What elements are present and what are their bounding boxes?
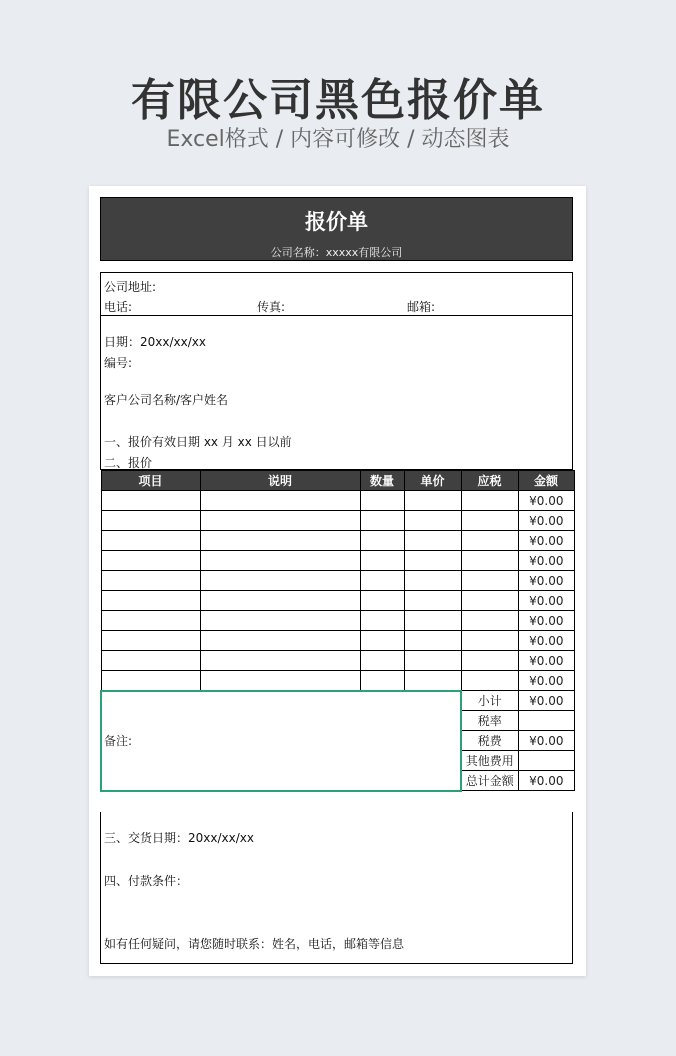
table-row xyxy=(101,511,574,531)
cell[interactable] xyxy=(360,671,404,691)
notes-label: 备注: xyxy=(104,734,133,748)
amount-cell[interactable]: ¥0.00 xyxy=(518,651,574,671)
subtotal-label: 小计 xyxy=(461,691,518,711)
header-taxable: 应税 xyxy=(461,471,518,491)
subtotal-value[interactable]: ¥0.00 xyxy=(518,691,574,711)
contact-note: 如有任何疑问，请您随时联系：姓名，电话，邮箱等信息 xyxy=(104,937,405,951)
cell[interactable] xyxy=(101,551,200,571)
tax-label: 税费 xyxy=(461,731,518,751)
table-row xyxy=(101,551,574,571)
cell[interactable] xyxy=(360,511,404,531)
cell[interactable] xyxy=(404,531,461,551)
address-label: 公司地址: xyxy=(104,280,157,294)
other-fees-value[interactable] xyxy=(518,751,574,771)
quote-sheet xyxy=(89,186,586,976)
total-value[interactable]: ¥0.00 xyxy=(518,771,574,791)
cell[interactable] xyxy=(200,651,360,671)
cell[interactable] xyxy=(461,511,518,531)
cell[interactable] xyxy=(360,631,404,651)
cell[interactable] xyxy=(461,611,518,631)
cell[interactable] xyxy=(404,491,461,511)
quote-section-label: 二、报价 xyxy=(104,456,153,470)
cell[interactable] xyxy=(200,511,360,531)
email-label: 邮箱: xyxy=(407,300,436,314)
total-label: 总计金额 xyxy=(461,771,518,791)
banner-title: 有限公司黑色报价单 xyxy=(131,75,545,126)
cell[interactable] xyxy=(404,551,461,571)
customer-name: 客户公司名称/客户姓名 xyxy=(104,393,229,407)
table-row xyxy=(101,671,574,691)
table-row xyxy=(101,491,574,511)
cell[interactable] xyxy=(360,551,404,571)
amount-cell[interactable]: ¥0.00 xyxy=(518,631,574,651)
cell[interactable] xyxy=(404,511,461,531)
validity-text: 一、报价有效日期 xx 月 xx 日以前 xyxy=(104,435,292,449)
cell[interactable] xyxy=(360,531,404,551)
cell[interactable] xyxy=(461,631,518,651)
tax-value[interactable]: ¥0.00 xyxy=(518,731,574,751)
cell[interactable] xyxy=(200,631,360,651)
info-section xyxy=(100,272,573,470)
table-row xyxy=(101,591,574,611)
cell[interactable] xyxy=(404,591,461,611)
table-row xyxy=(101,631,574,651)
amount-cell[interactable]: ¥0.00 xyxy=(518,671,574,691)
cell[interactable] xyxy=(101,671,200,691)
cell[interactable] xyxy=(200,591,360,611)
cell[interactable] xyxy=(360,591,404,611)
header-description: 说明 xyxy=(200,471,360,491)
date-text: 日期：20xx/xx/xx xyxy=(104,335,206,349)
divider xyxy=(101,315,572,316)
table-row xyxy=(101,611,574,631)
phone-label: 电话: xyxy=(104,300,133,314)
cell[interactable] xyxy=(404,631,461,651)
cell[interactable] xyxy=(200,551,360,571)
terms-section xyxy=(100,812,573,964)
other-fees-label: 其他费用 xyxy=(461,751,518,771)
company-name: 公司名称：xxxxx有限公司 xyxy=(270,246,403,259)
cell[interactable] xyxy=(101,491,200,511)
table-row xyxy=(101,531,574,551)
cell[interactable] xyxy=(101,631,200,651)
cell[interactable] xyxy=(200,491,360,511)
cell[interactable] xyxy=(101,611,200,631)
cell[interactable] xyxy=(101,511,200,531)
table-row xyxy=(101,571,574,591)
cell[interactable] xyxy=(360,611,404,631)
cell[interactable] xyxy=(461,551,518,571)
number-label: 编号: xyxy=(104,356,133,370)
amount-cell[interactable]: ¥0.00 xyxy=(518,491,574,511)
tax-rate-value[interactable] xyxy=(518,711,574,731)
cell[interactable] xyxy=(360,651,404,671)
cell[interactable] xyxy=(404,651,461,671)
cell[interactable] xyxy=(101,531,200,551)
header-quantity: 数量 xyxy=(360,471,404,491)
delivery-date: 三、交货日期：20xx/xx/xx xyxy=(104,831,254,845)
tax-rate-label: 税率 xyxy=(461,711,518,731)
table-header-row xyxy=(101,471,574,491)
cell[interactable] xyxy=(404,571,461,591)
cell[interactable] xyxy=(461,671,518,691)
cell[interactable] xyxy=(461,591,518,611)
amount-cell[interactable]: ¥0.00 xyxy=(518,531,574,551)
cell[interactable] xyxy=(101,591,200,611)
amount-cell[interactable]: ¥0.00 xyxy=(518,551,574,571)
header-item: 项目 xyxy=(101,471,200,491)
quote-table xyxy=(100,470,575,792)
cell[interactable] xyxy=(461,531,518,551)
header-amount: 金额 xyxy=(518,471,574,491)
cell[interactable] xyxy=(461,491,518,511)
cell[interactable] xyxy=(404,671,461,691)
sheet-header xyxy=(100,197,573,261)
sheet-title: 报价单 xyxy=(305,210,368,234)
cell[interactable] xyxy=(200,671,360,691)
cell[interactable] xyxy=(461,571,518,591)
amount-cell[interactable]: ¥0.00 xyxy=(518,511,574,531)
notes-cell[interactable] xyxy=(101,691,461,791)
table-row xyxy=(101,651,574,671)
amount-cell[interactable]: ¥0.00 xyxy=(518,611,574,631)
amount-cell[interactable]: ¥0.00 xyxy=(518,591,574,611)
fax-label: 传真: xyxy=(257,300,286,314)
banner-subtitle: Excel格式 / 内容可修改 / 动态图表 xyxy=(166,127,510,152)
cell[interactable] xyxy=(404,611,461,631)
cell[interactable] xyxy=(360,571,404,591)
cell[interactable] xyxy=(461,651,518,671)
header-unit-price: 单价 xyxy=(404,471,461,491)
cell[interactable] xyxy=(101,571,200,591)
payment-terms: 四、付款条件： xyxy=(104,874,189,888)
cell[interactable] xyxy=(200,571,360,591)
cell[interactable] xyxy=(101,651,200,671)
cell[interactable] xyxy=(200,611,360,631)
subtotal-row xyxy=(101,691,574,711)
cell[interactable] xyxy=(200,531,360,551)
cell[interactable] xyxy=(360,491,404,511)
amount-cell[interactable]: ¥0.00 xyxy=(518,571,574,591)
